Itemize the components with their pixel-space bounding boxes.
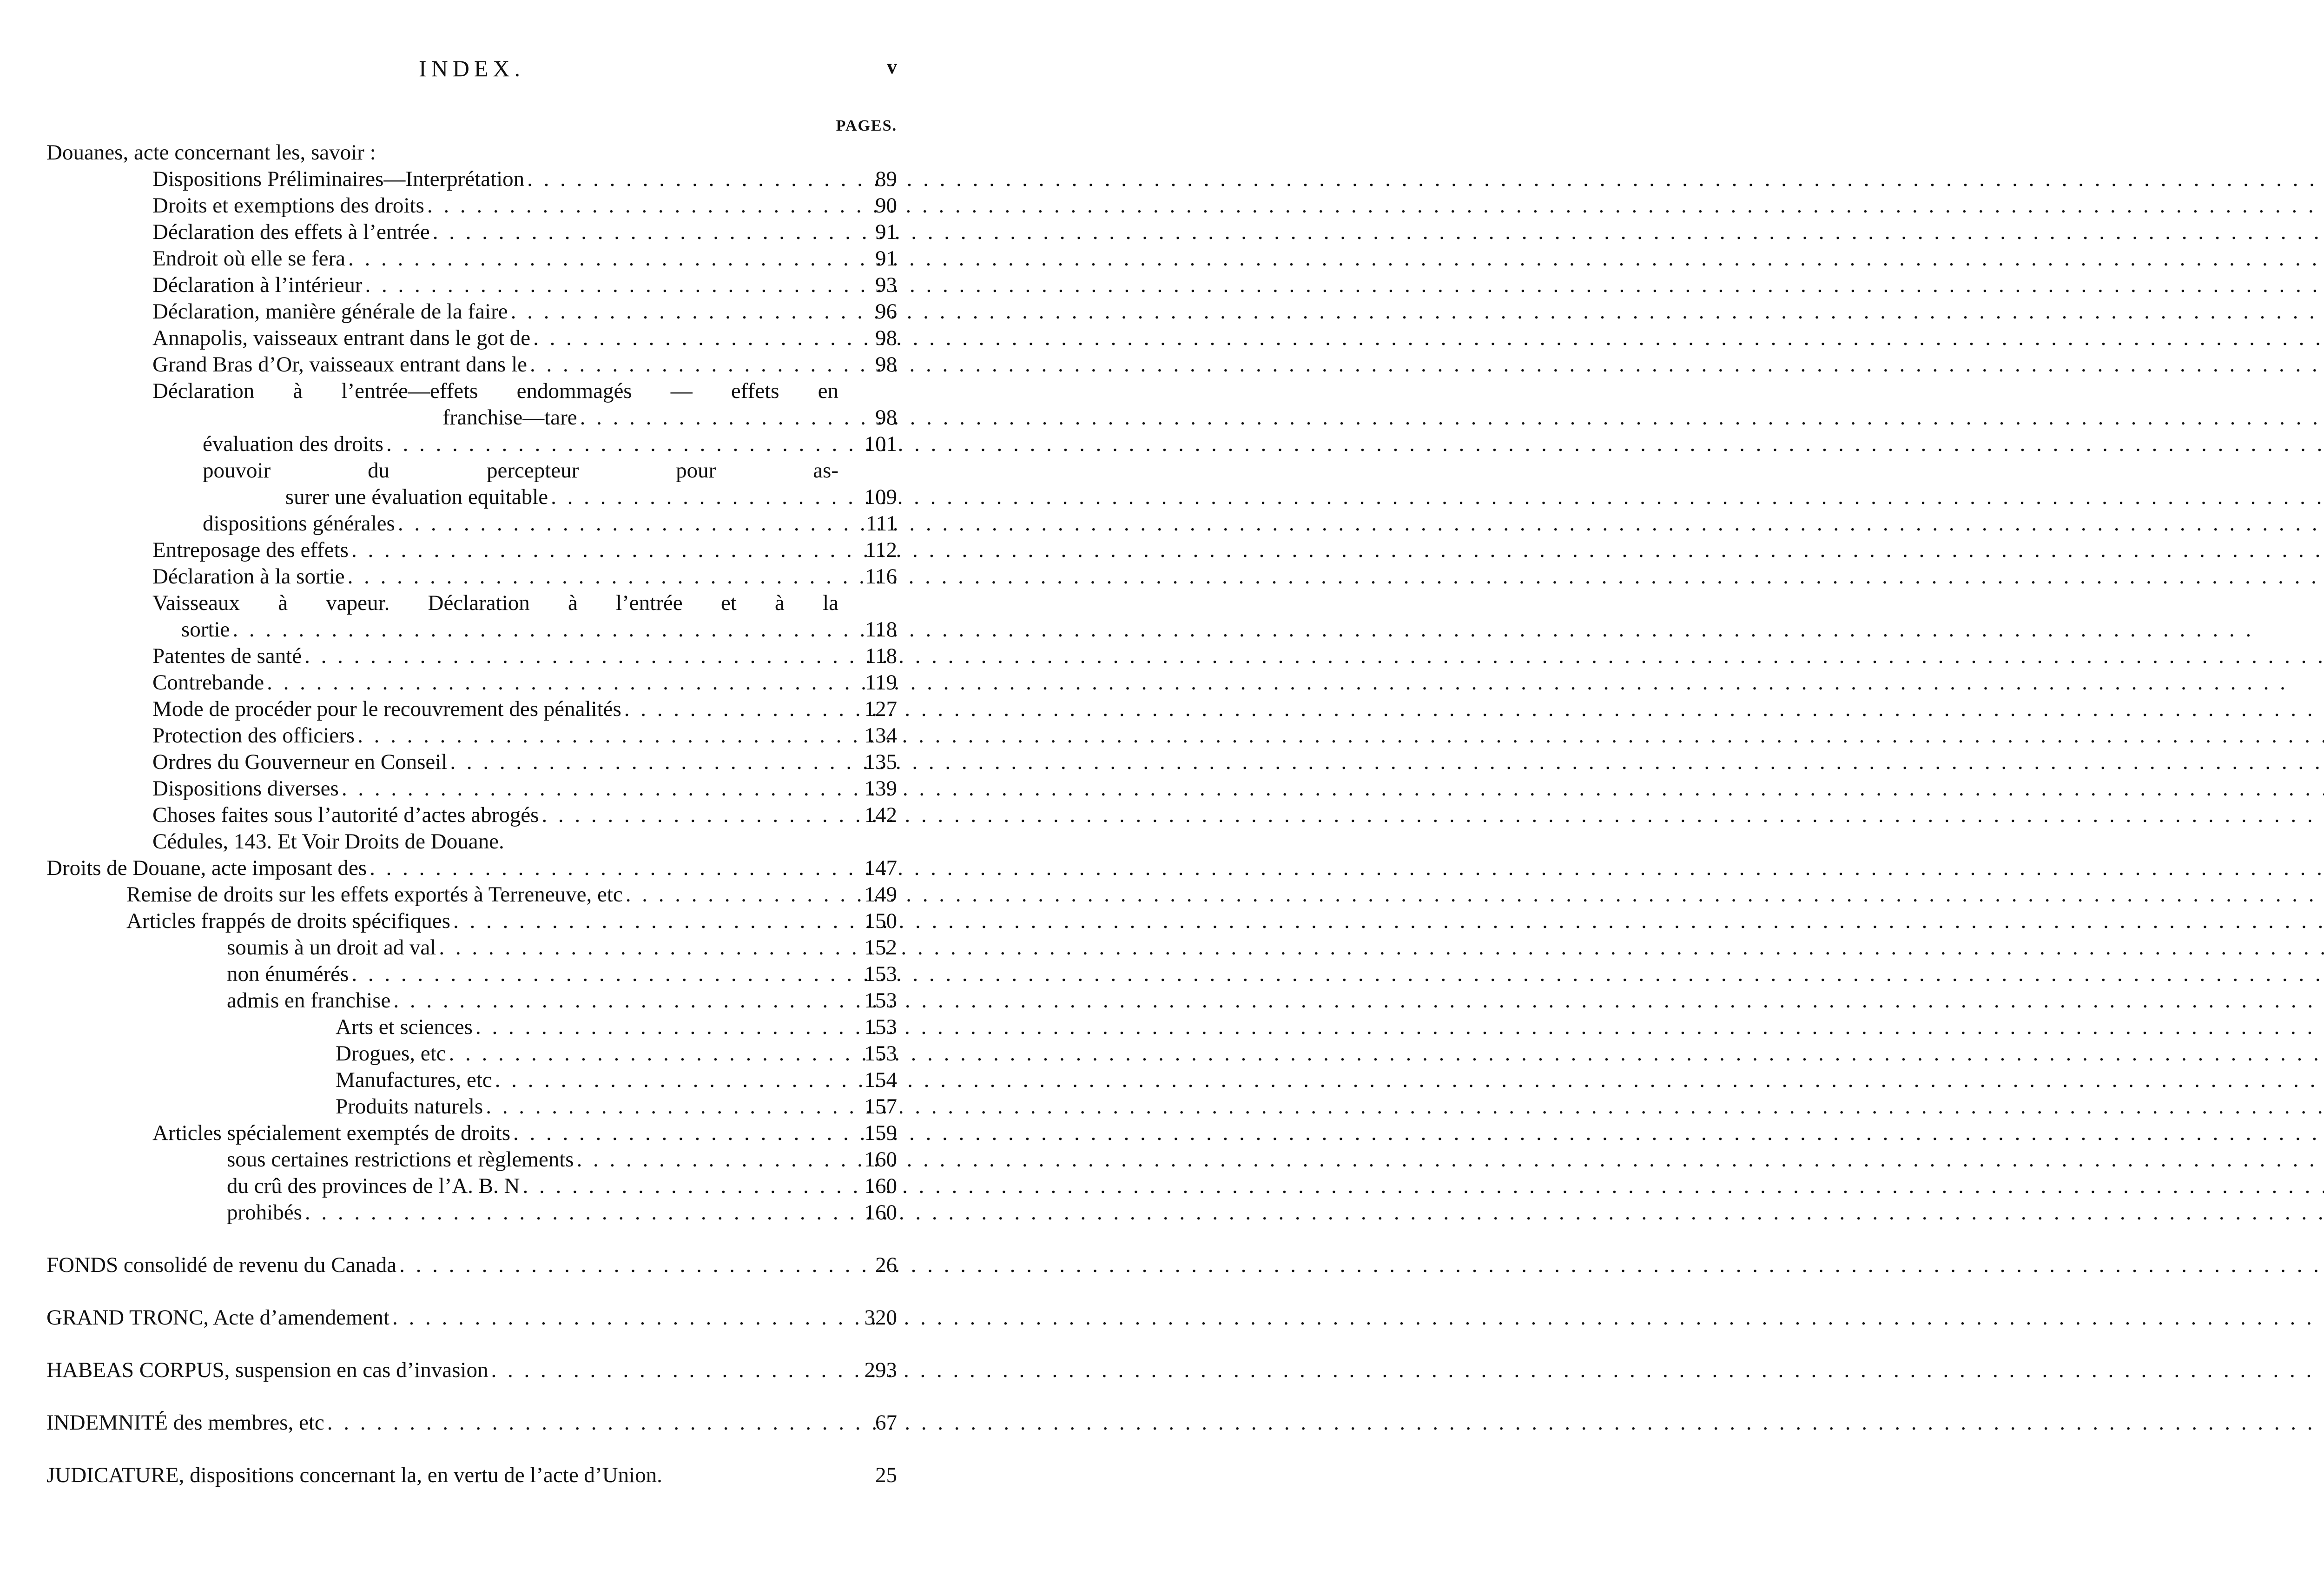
index-entry-text: Déclaration, manière générale de la faire: [152, 299, 508, 324]
index-entry-text: Cédules, 143. Et Voir Droits de Douane.: [152, 829, 504, 854]
index-entry: [46, 1014, 897, 1040]
index-entry: [46, 855, 897, 881]
index-entry-page: 135: [864, 750, 897, 774]
index-entry-page: 109: [864, 485, 897, 509]
index-entry-text: Ordres du Gouverneur en Conseil: [152, 750, 448, 774]
index-entry: [46, 1173, 897, 1199]
index-entry-text: Patentes de santé: [152, 644, 302, 668]
index-entry-page: 320: [864, 1305, 897, 1330]
dot-leader: [527, 166, 838, 192]
index-entry-page: 101: [864, 432, 897, 456]
index-entry-text: Choses faites sous l’autorité d’actes abrogés: [152, 803, 539, 827]
index-entry-page: 118: [865, 644, 897, 668]
dot-leader: [626, 881, 838, 908]
dot-leader: [522, 1173, 838, 1199]
running-title: INDEX.: [418, 55, 525, 81]
index-entry-page: 149: [864, 882, 897, 907]
dot-leader: [495, 1067, 838, 1093]
index-entry: [46, 1067, 897, 1093]
index-entry: [46, 510, 897, 537]
index-entry-page: 89: [875, 167, 897, 191]
dot-leader: [305, 1199, 838, 1226]
index-entry-text: Drogues, etc: [336, 1041, 446, 1066]
index-entry-page: 98: [875, 352, 897, 377]
index-entry-page: 90: [875, 193, 897, 218]
index-entry-text: surer une évaluation equitable: [285, 485, 548, 509]
index-entry: [46, 749, 897, 775]
dot-leader: [530, 351, 838, 378]
index-entry-page: 153: [864, 1041, 897, 1066]
index-entry-text: Remise de droits sur les effets exportés à Terreneuve, etc: [126, 882, 623, 907]
dot-leader: [453, 908, 838, 934]
index-entry: [46, 166, 897, 192]
index-entry-text: Droits de Douane, acte imposant des: [46, 856, 367, 880]
index-entry: [46, 775, 897, 802]
index-entry-page: 93: [875, 273, 897, 297]
index-entry-text: Douanes, acte concernant les, savoir :: [46, 140, 376, 165]
index-entry-text: INDEMNITÉ des membres, etc: [46, 1411, 324, 1435]
index-entry-page: 118: [865, 617, 897, 642]
index-entry-page: 119: [865, 670, 897, 695]
index-entry: [46, 1093, 897, 1120]
index-entry-text: Grand Bras d’Or, vaisseaux entrant dans le: [152, 352, 527, 377]
index-entry-page: 153: [864, 962, 897, 986]
index-entry-text: pouvoir du percepteur pour as-: [203, 458, 838, 483]
index-entry-page: 153: [864, 988, 897, 1013]
index-entry-text: Protection des officiers: [152, 723, 355, 748]
index-entry-text: du crû des provinces de l’A. B. N: [227, 1174, 520, 1198]
index-entry: [46, 139, 897, 166]
index-entry-text: sortie: [181, 617, 230, 642]
page-header: [46, 55, 897, 87]
dot-leader: [351, 537, 838, 563]
index-entry-text: Dispositions Préliminaires—Interprétation: [152, 167, 525, 191]
index-entry: [46, 484, 897, 510]
index-entry: [46, 272, 897, 298]
dot-leader: [348, 563, 838, 590]
dot-leader: [304, 643, 838, 669]
index-entry-page: 153: [864, 1015, 897, 1039]
index-entry-text: Endroit où elle se fera: [152, 246, 345, 271]
index-entry-page: 91: [875, 246, 897, 271]
index-entry-page: 98: [875, 405, 897, 430]
index-entry: [46, 219, 897, 245]
index-entry-page: 116: [865, 564, 897, 589]
dot-leader: [511, 298, 838, 325]
index-entry: [46, 1120, 897, 1146]
index-entry: [46, 1305, 897, 1331]
index-entry-page: 160: [864, 1147, 897, 1172]
index-entry-text: Articles frappés de droits spécifiques: [126, 909, 450, 933]
index-entry-page: 159: [864, 1121, 897, 1145]
index-entry: [46, 643, 897, 669]
dot-leader: [348, 245, 838, 272]
index-entry-text: non énumérés: [227, 962, 349, 986]
page-number: v: [887, 55, 897, 78]
index-entry: [46, 457, 897, 484]
dot-leader: [533, 325, 838, 351]
index-entry-text: Manufactures, etc: [336, 1068, 492, 1092]
index-entry-text: sous certaines restrictions et règlements: [227, 1147, 574, 1172]
index-entry: [46, 590, 897, 616]
index-entry-text: évaluation des droits: [203, 432, 383, 456]
index-entry: [46, 1462, 897, 1489]
dot-leader: [399, 1252, 838, 1278]
index-entry-page: 91: [875, 220, 897, 244]
dot-leader: [232, 616, 838, 643]
dot-leader: [370, 855, 838, 881]
index-entry-text: dispositions générales: [203, 511, 395, 536]
index-entry-page: 147: [864, 856, 897, 880]
index-entry-text: Vaisseaux à vapeur. Déclaration à l’entrée et à la: [152, 591, 838, 615]
index-entry-text: Déclaration des effets à l’entrée: [152, 220, 430, 244]
index-entry: [46, 802, 897, 828]
dot-leader: [624, 696, 838, 722]
index-entry-text: Déclaration à l’entrée—effets endommagés — effets en: [152, 379, 838, 403]
dot-leader: [386, 431, 838, 457]
dot-leader: [577, 1146, 838, 1173]
index-entry-text: HABEAS CORPUS, suspension en cas d’invasion: [46, 1358, 489, 1382]
dot-leader: [392, 1305, 838, 1331]
dot-leader: [486, 1093, 838, 1120]
index-entry-page: 127: [864, 697, 897, 721]
pages-column-label: PAGES.: [836, 117, 897, 134]
dot-leader: [357, 722, 838, 749]
index-entry: [46, 1040, 897, 1067]
index-entry-page: 26: [875, 1253, 897, 1277]
dot-leader: [393, 987, 838, 1014]
dot-leader: [491, 1357, 838, 1384]
index-entry: [46, 881, 897, 908]
index-entry-text: Dispositions diverses: [152, 776, 339, 801]
index-entry: [46, 934, 897, 961]
dot-leader: [580, 404, 838, 431]
dot-leader: [398, 510, 838, 537]
dot-leader: [365, 272, 838, 298]
index-entry-page: 152: [864, 935, 897, 960]
index-entry: [46, 722, 897, 749]
index-entry: [46, 298, 897, 325]
index-entry-text: FONDS consolidé de revenu du Canada: [46, 1253, 397, 1277]
index-entry-page: 98: [875, 326, 897, 350]
index-entry: [46, 431, 897, 457]
index-entry-page: 67: [875, 1411, 897, 1435]
index-entry-page: 112: [865, 538, 897, 562]
dot-leader: [449, 1040, 838, 1067]
index-entry: [46, 325, 897, 351]
index-entry-page: 160: [864, 1200, 897, 1225]
index-entry: [46, 192, 897, 219]
index-entry: [46, 828, 897, 855]
index-entry-text: admis en franchise: [227, 988, 391, 1013]
index-entry-text: Produits naturels: [336, 1094, 483, 1119]
index-entry: [46, 404, 897, 431]
index-entry-text: Articles spécialement exemptés de droits: [152, 1121, 511, 1145]
index-entry-text: Mode de procéder pour le recouvrement des pénalités: [152, 697, 621, 721]
dot-leader: [267, 669, 838, 696]
index-entry-page: 139: [864, 776, 897, 801]
index-entry-page: 293: [864, 1358, 897, 1382]
index-entry-text: Déclaration à la sortie: [152, 564, 345, 589]
index-entry-text: soumis à un droit ad val: [227, 935, 436, 960]
index-entry: [46, 245, 897, 272]
index-entry-page: 25: [875, 1463, 897, 1487]
index-entry: [46, 1252, 897, 1278]
index-entry: [46, 1146, 897, 1173]
dot-leader: [551, 484, 838, 510]
index-entry: [46, 563, 897, 590]
index-entry: [46, 908, 897, 934]
index-entry-text: Arts et sciences: [336, 1015, 473, 1039]
index-entry-page: 154: [864, 1068, 897, 1092]
index-entry-text: Annapolis, vaisseaux entrant dans le got de: [152, 326, 531, 350]
dot-leader: [327, 1410, 838, 1436]
dot-leader: [475, 1014, 838, 1040]
index-entry-text: Contrebande: [152, 670, 264, 695]
index-entry: [46, 696, 897, 722]
index-entry-page: 142: [864, 803, 897, 827]
index-entry-page: 157: [864, 1094, 897, 1119]
index-entry-text: Déclaration à l’intérieur: [152, 273, 363, 297]
index-entry-text: JUDICATURE, dispositions concernant la, en vertu de l’acte d’Union.: [46, 1463, 662, 1487]
index-entry: [46, 1357, 897, 1384]
index-entry-page: 111: [865, 511, 897, 536]
dot-leader: [433, 219, 838, 245]
index-entry-page: 150: [864, 909, 897, 933]
index-entry-page: 160: [864, 1174, 897, 1198]
index-entry: [46, 351, 897, 378]
index-list: [46, 139, 897, 1489]
index-entry: [46, 669, 897, 696]
index-entry: [46, 961, 897, 987]
dot-leader: [351, 961, 838, 987]
index-entry: [46, 1410, 897, 1436]
index-entry-page: 96: [875, 299, 897, 324]
dot-leader: [450, 749, 838, 775]
index-entry: [46, 537, 897, 563]
index-entry: [46, 378, 897, 404]
index-entry-page: 134: [864, 723, 897, 748]
index-entry: [46, 987, 897, 1014]
index-entry-text: franchise—tare: [442, 405, 577, 430]
index-entry: [46, 616, 897, 643]
dot-leader: [342, 775, 838, 802]
dot-leader: [439, 934, 838, 961]
index-entry-text: GRAND TRONC, Acte d’amendement: [46, 1305, 390, 1330]
dot-leader: [541, 802, 838, 828]
index-entry-text: Entreposage des effets: [152, 538, 349, 562]
index-entry-text: prohibés: [227, 1200, 302, 1225]
dot-leader: [513, 1120, 838, 1146]
index-entry: [46, 1199, 897, 1226]
dot-leader: [427, 192, 838, 219]
index-entry-text: Droits et exemptions des droits: [152, 193, 424, 218]
